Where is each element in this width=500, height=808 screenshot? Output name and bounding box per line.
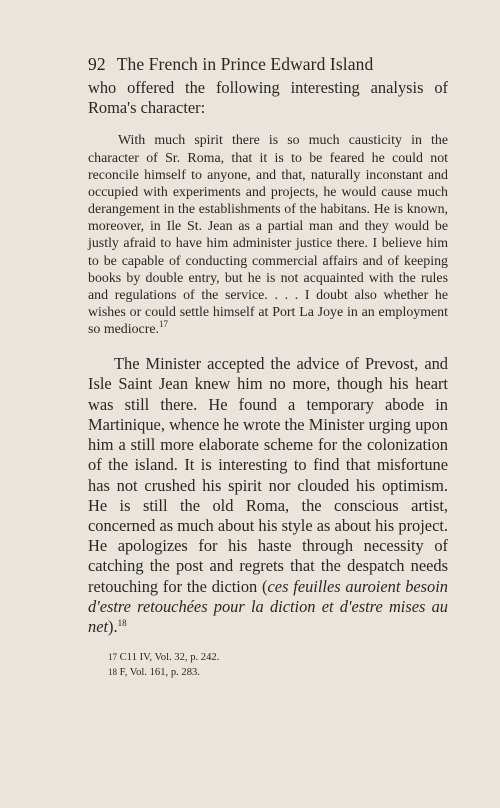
lead-paragraph bbox=[88, 78, 448, 118]
paragraph-closing: ). bbox=[108, 616, 118, 636]
running-head bbox=[88, 52, 448, 76]
running-title: The French in Prince Edward Island bbox=[116, 54, 374, 74]
note-ref-17: 17 bbox=[158, 319, 168, 330]
block-quote bbox=[88, 132, 448, 338]
note-ref-18: 18 bbox=[117, 617, 127, 628]
paragraph-text: The Minister accepted the advice of Prevost, and Isle Saint Jean knew him no more, though his heart was still there. He found a temporary abode in Martinique, whence he wrote the Minister urging upon him a still more elaborate scheme for the colonization of the island. It is interesting to find that misfortune has not crushed his spirit nor clouded his optimism. He is still the old Roma, the conscious artist, concerned as much about his style as about his project. He apologizes for his haste through necessity of catching the post and regrets that the despatch needs retouching for the diction ( bbox=[88, 354, 448, 596]
footnotes bbox=[88, 650, 448, 680]
footnote-17 bbox=[108, 650, 448, 665]
page-number: 92 bbox=[88, 54, 106, 74]
footnote-text: F, Vol. 161, p. 283. bbox=[119, 667, 200, 679]
book-page bbox=[88, 52, 448, 680]
french-quotation: ces feuilles auroient besoin d'estre retouchées pour la diction et d'estre mises au net bbox=[88, 576, 448, 636]
lead-text: who offered the following interesting analysis of Roma's character: bbox=[88, 78, 448, 118]
footnote-18 bbox=[108, 665, 448, 680]
footnote-number: 18 bbox=[108, 667, 117, 678]
block-quote-text: With much spirit there is so much causticity in the character of Sr. Roma, that it is to be feared he could not reconcile himself to anyone, and that, naturally inconstant and occupied with experiments and projects, he would cause much derangement in the establishments of the habitans. He is known, moreover, in Ile St. Jean as a partial man and they would be justly afraid to have him administer justice there. I believe him to be capable of conducting commercial affairs and of keeping books by double entry, but he is not acquainted with the rules and regulations of the service. . . . I doubt also whether he wishes or could settle himself at Port La Joye in an employment so mediocre. bbox=[88, 133, 448, 338]
footnote-number: 17 bbox=[108, 652, 117, 663]
main-paragraph bbox=[88, 354, 448, 637]
footnote-text: C11 IV, Vol. 32, p. 242. bbox=[119, 652, 220, 664]
